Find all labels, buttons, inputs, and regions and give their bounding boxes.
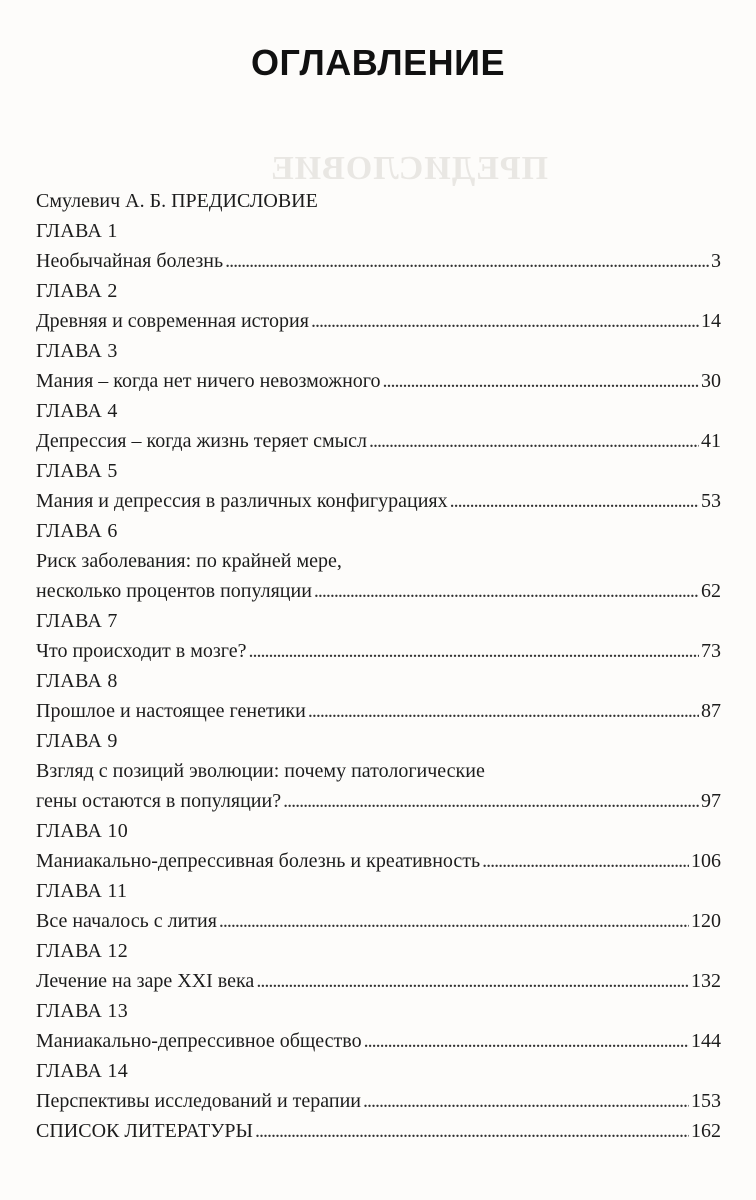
chapter-title-row bbox=[36, 1086, 721, 1116]
dot-leader bbox=[450, 486, 699, 516]
page-number: 153 bbox=[691, 1090, 721, 1112]
chapter-title-row bbox=[36, 486, 721, 516]
chapter-title: Депрессия – когда жизнь теряет смысл bbox=[36, 430, 367, 452]
page-number: 41 bbox=[701, 430, 721, 452]
chapter-title-line: Риск заболевания: по крайней мере, bbox=[36, 550, 342, 572]
chapter-entry bbox=[36, 396, 721, 456]
page-number: 3 bbox=[711, 250, 721, 272]
chapter-title: Лечение на заре XXI века bbox=[36, 970, 255, 992]
chapter-title-row bbox=[36, 246, 721, 276]
chapter-title-row bbox=[36, 846, 721, 876]
chapter-heading: ГЛАВА 12 bbox=[36, 940, 128, 962]
page-title: ОГЛАВЛЕНИЕ bbox=[250, 42, 506, 83]
chapter-heading: ГЛАВА 3 bbox=[36, 340, 118, 362]
chapter-title: Маниакально-депрессивная болезнь и креативность bbox=[36, 850, 481, 872]
chapter-title: Древняя и современная история bbox=[36, 310, 309, 332]
chapter-title-row bbox=[36, 1026, 721, 1056]
chapter-heading: ГЛАВА 2 bbox=[36, 280, 118, 302]
dot-leader bbox=[225, 246, 709, 276]
chapter-title: несколько процентов популяции bbox=[36, 580, 312, 602]
show-through-text: ПРЕДИСЛОВИЕ bbox=[270, 150, 549, 187]
chapter-heading: ГЛАВА 1 bbox=[36, 220, 118, 242]
page-number: 97 bbox=[701, 790, 721, 812]
chapter-entry bbox=[36, 456, 721, 516]
chapter-title: Мания – когда нет ничего невозможного bbox=[36, 370, 381, 392]
references-entry bbox=[36, 1116, 721, 1146]
page-number: 132 bbox=[691, 970, 721, 992]
chapter-entry bbox=[36, 996, 721, 1056]
chapter-title-row bbox=[36, 906, 721, 936]
page-number: 87 bbox=[701, 700, 721, 722]
dot-leader bbox=[364, 1026, 689, 1056]
chapter-title-row bbox=[36, 786, 721, 816]
page-number: 120 bbox=[691, 910, 721, 932]
chapter-entry bbox=[36, 876, 721, 936]
chapter-heading: ГЛАВА 11 bbox=[36, 880, 128, 902]
dot-leader bbox=[311, 306, 699, 336]
chapter-title-row bbox=[36, 696, 721, 726]
page-number: 106 bbox=[691, 850, 721, 872]
chapter-heading: ГЛАВА 10 bbox=[36, 820, 128, 842]
chapter-entry bbox=[36, 936, 721, 996]
chapter-heading: ГЛАВА 8 bbox=[36, 670, 118, 692]
chapter-title-row bbox=[36, 576, 721, 606]
dot-leader bbox=[255, 1116, 689, 1146]
chapter-heading: ГЛАВА 14 bbox=[36, 1060, 128, 1082]
page-number: 30 bbox=[701, 370, 721, 392]
dot-leader bbox=[256, 966, 689, 996]
chapter-title-row bbox=[36, 366, 721, 396]
dot-leader bbox=[363, 1086, 689, 1116]
references-label: СПИСОК ЛИТЕРАТУРЫ bbox=[36, 1120, 253, 1142]
chapter-title: Перспективы исследований и терапии bbox=[36, 1090, 361, 1112]
dot-leader bbox=[248, 636, 699, 666]
dot-leader bbox=[482, 846, 689, 876]
page-number: 53 bbox=[701, 490, 721, 512]
table-of-contents bbox=[36, 186, 721, 1146]
dot-leader bbox=[382, 366, 699, 396]
chapter-heading: ГЛАВА 9 bbox=[36, 730, 118, 752]
chapter-entry bbox=[36, 726, 721, 816]
chapter-title: гены остаются в популяции? bbox=[36, 790, 282, 812]
chapter-title: Необычайная болезнь bbox=[36, 250, 224, 272]
dot-leader bbox=[283, 786, 699, 816]
page-number: 73 bbox=[701, 640, 721, 662]
page-number: 14 bbox=[701, 310, 721, 332]
chapter-heading: ГЛАВА 4 bbox=[36, 400, 118, 422]
page-number: 144 bbox=[691, 1030, 721, 1052]
chapter-entry bbox=[36, 276, 721, 336]
page-number: 62 bbox=[701, 580, 721, 602]
chapter-entry bbox=[36, 1056, 721, 1116]
chapter-entry bbox=[36, 816, 721, 876]
chapter-heading: ГЛАВА 5 bbox=[36, 460, 118, 482]
chapter-heading: ГЛАВА 6 bbox=[36, 520, 118, 542]
dot-leader bbox=[219, 906, 689, 936]
preface-entry: Смулевич А. Б. ПРЕДИСЛОВИЕ bbox=[36, 190, 318, 212]
chapter-entry bbox=[36, 336, 721, 396]
chapter-title: Все началось с лития bbox=[36, 910, 217, 932]
chapter-title-line: Взгляд с позиций эволюции: почему патологические bbox=[36, 760, 485, 782]
chapter-title-row bbox=[36, 306, 721, 336]
chapter-title: Маниакально-депрессивное общество bbox=[36, 1030, 362, 1052]
chapter-entry bbox=[36, 606, 721, 666]
chapter-list bbox=[36, 216, 721, 1116]
dot-leader bbox=[314, 576, 699, 606]
chapter-title: Что происходит в мозге? bbox=[36, 640, 247, 662]
chapter-title-row bbox=[36, 966, 721, 996]
dot-leader bbox=[369, 426, 699, 456]
references-page-number: 162 bbox=[691, 1120, 721, 1142]
chapter-title-row bbox=[36, 636, 721, 666]
dot-leader bbox=[308, 696, 699, 726]
chapter-title: Прошлое и настоящее генетики bbox=[36, 700, 306, 722]
chapter-title-row bbox=[36, 426, 721, 456]
chapter-heading: ГЛАВА 7 bbox=[36, 610, 118, 632]
chapter-entry bbox=[36, 516, 721, 606]
chapter-entry bbox=[36, 666, 721, 726]
chapter-entry bbox=[36, 216, 721, 276]
chapter-title: Мания и депрессия в различных конфигурациях bbox=[36, 490, 448, 512]
chapter-heading: ГЛАВА 13 bbox=[36, 1000, 128, 1022]
